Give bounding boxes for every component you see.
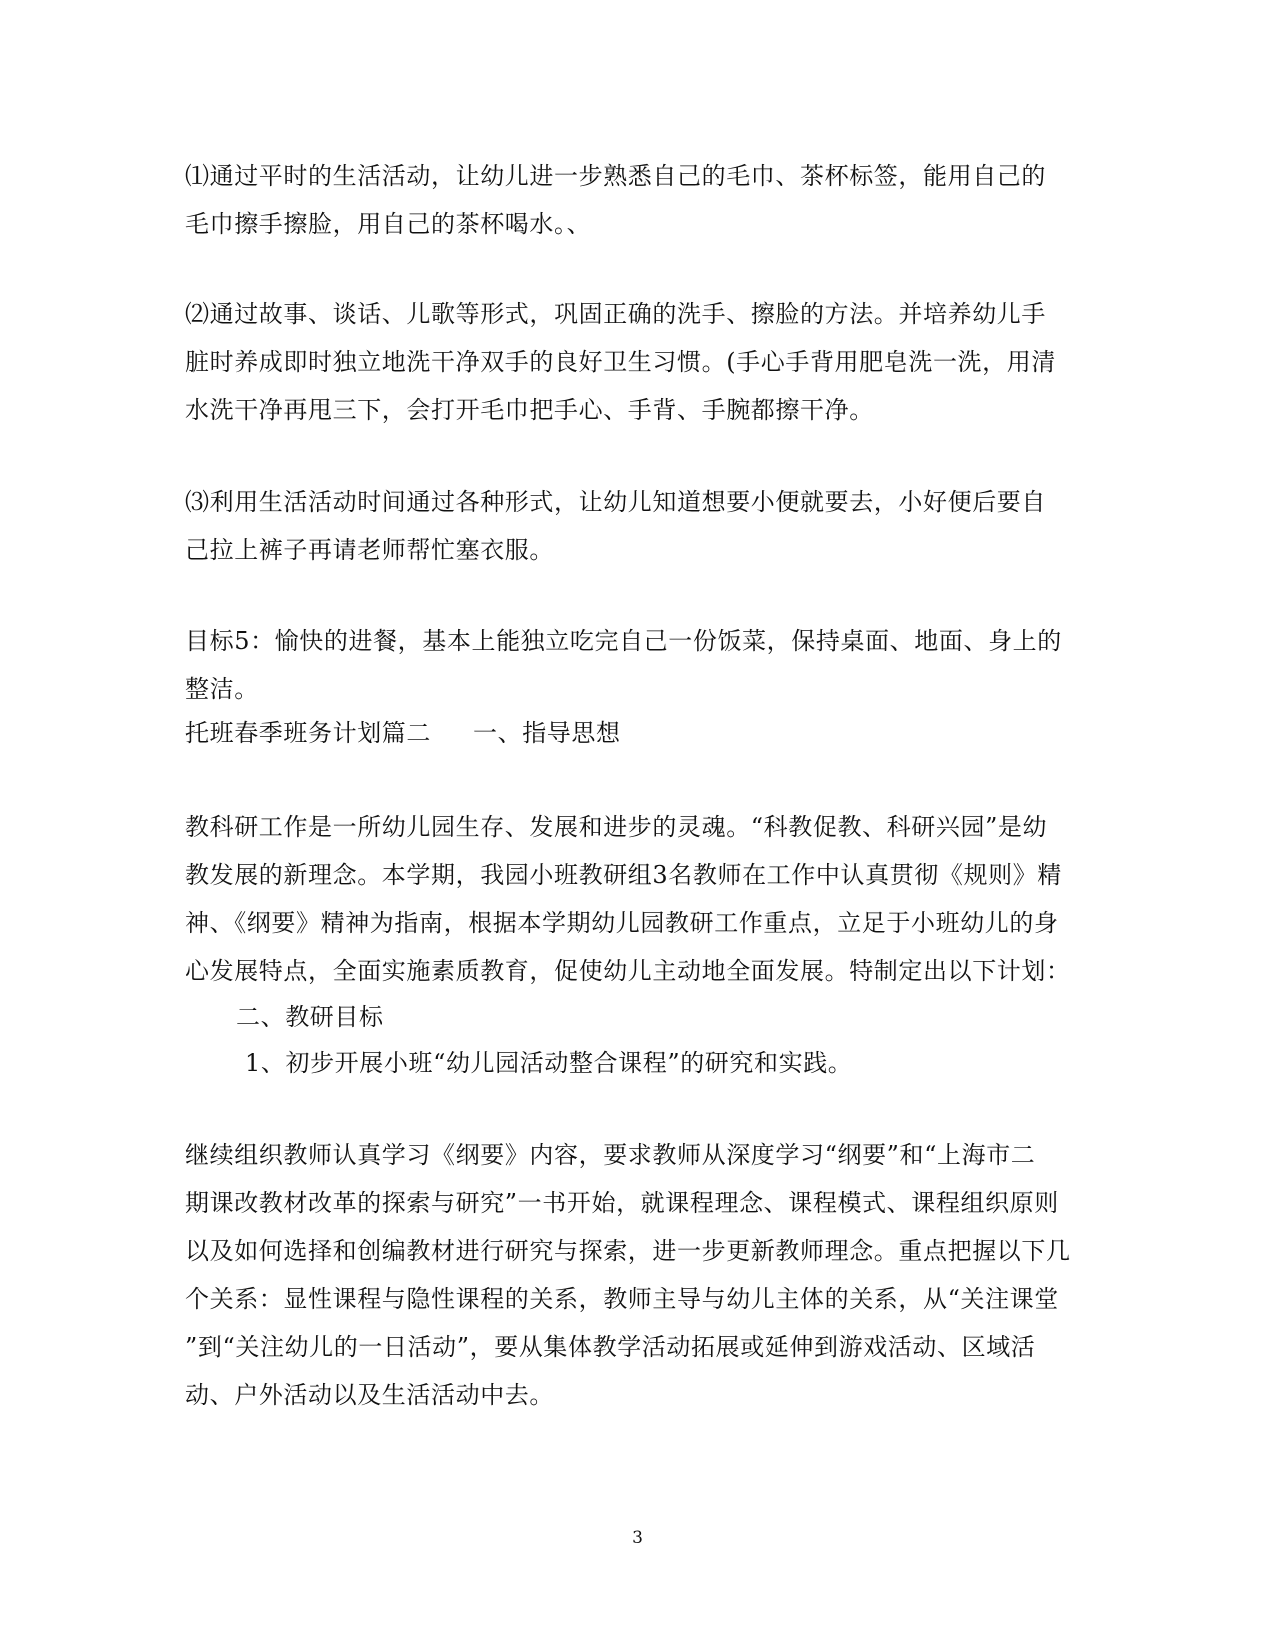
section-subtitle: 一、指导思想: [473, 719, 621, 747]
paragraph-6-line-5: ”到“关注幼儿的一日活动”，要从集体教学活动拓展或延伸到游戏活动、区域活: [185, 1333, 1036, 1361]
section-title: 托班春季班务计划篇二: [185, 719, 431, 747]
paragraph-4-line-1: 目标5：愉快的进餐，基本上能独立吃完自己一份饭菜，保持桌面、地面、身上的: [185, 627, 1062, 655]
paragraph-4-line-2: 整洁。: [185, 675, 259, 703]
paragraph-1-line-1: ⑴通过平时的生活活动，让幼儿进一步熟悉自己的毛巾、茶杯标签，能用自己的: [185, 162, 1046, 190]
heading-research-goals: 二、教研目标: [236, 1003, 384, 1031]
paragraph-3-line-2: 己拉上裤子再请老师帮忙塞衣服。: [185, 536, 554, 564]
paragraph-3-line-1: ⑶利用生活活动时间通过各种形式，让幼儿知道想要小便就要去，小好便后要自: [185, 488, 1046, 516]
paragraph-2-line-3: 水洗干净再甩三下，会打开毛巾把手心、手背、手腕都擦干净。: [185, 396, 874, 424]
paragraph-2-line-1: ⑵通过故事、谈话、儿歌等形式，巩固正确的洗手、擦脸的方法。并培养幼儿手: [185, 300, 1046, 328]
goal-item-1: 1、初步开展小班“幼儿园活动整合课程”的研究和实践。: [245, 1049, 853, 1077]
paragraph-5-line-2: 教发展的新理念。本学期，我园小班教研组3名教师在工作中认真贯彻《规则》精: [185, 861, 1062, 889]
page-number: 3: [632, 1528, 643, 1548]
paragraph-5-line-4: 心发展特点，全面实施素质教育，促使幼儿主动地全面发展。特制定出以下计划：: [185, 957, 1071, 985]
paragraph-6-line-1: 继续组织教师认真学习《纲要》内容，要求教师从深度学习“纲要”和“上海市二: [185, 1141, 1036, 1169]
paragraph-6-line-4: 个关系：显性课程与隐性课程的关系，教师主导与幼儿主体的关系，从“关注课堂: [185, 1285, 1059, 1313]
paragraph-6-line-6: 动、户外活动以及生活活动中去。: [185, 1381, 554, 1409]
section-title-line: [185, 718, 621, 748]
paragraph-2-line-2: 脏时养成即时独立地洗干净双手的良好卫生习惯。(手心手背用肥皂洗一洗，用清: [185, 348, 1056, 376]
paragraph-6-line-3: 以及如何选择和创编教材进行研究与探索，进一步更新教师理念。重点把握以下几: [185, 1237, 1071, 1265]
paragraph-6-line-2: 期课改教材改革的探索与研究”一书开始，就课程理念、课程模式、课程组织原则: [185, 1189, 1059, 1217]
paragraph-5-line-1: 教科研工作是一所幼儿园生存、发展和进步的灵魂。“科教促教、科研兴园”是幼: [185, 813, 1048, 841]
paragraph-5-line-3: 神、《纲要》精神为指南，根据本学期幼儿园教研工作重点，立足于小班幼儿的身: [185, 909, 1059, 937]
paragraph-1-line-2: 毛巾擦手擦脸，用自己的茶杯喝水。、: [185, 210, 592, 238]
